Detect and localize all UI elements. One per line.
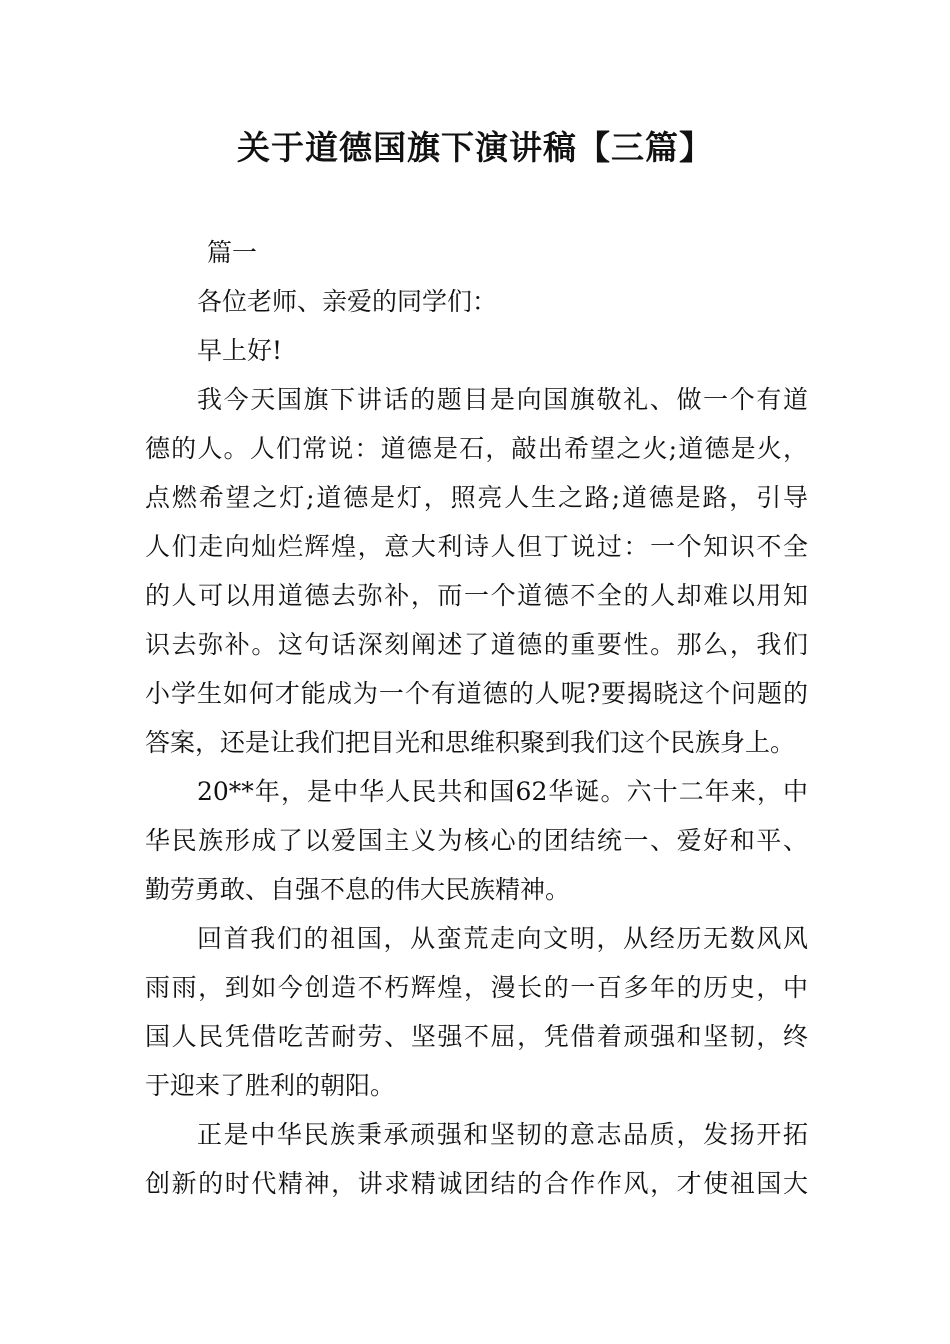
paragraph-line: 于迎来了胜利的朝阳。	[145, 1071, 396, 1100]
paragraph-line: 答案，还是让我们把目光和思维积聚到我们这个民族身上。	[145, 728, 796, 757]
paragraph-line: 德的人。人们常说：道德是石，敲出希望之火;道德是火，	[145, 434, 808, 463]
paragraph-line: 正是中华民族秉承顽强和坚韧的意志品质，发扬开拓	[197, 1120, 808, 1149]
paragraph-line: 的人可以用道德去弥补，而一个道德不全的人却难以用知	[145, 581, 808, 610]
paragraph-line: 回首我们的祖国，从蛮荒走向文明，从经历无数风风	[197, 924, 808, 953]
greeting-line: 各位老师、亲爱的同学们：	[197, 287, 498, 316]
paragraph-line: 勤劳勇敢、自强不息的伟大民族精神。	[145, 875, 571, 904]
paragraph-line: 小学生如何才能成为一个有道德的人呢?要揭晓这个问题的	[145, 679, 808, 708]
greeting-line: 早上好!	[197, 336, 283, 365]
paragraph-line: 我今天国旗下讲话的题目是向国旗敬礼、做一个有道	[197, 385, 808, 414]
paragraph-line: 创新的时代精神，讲求精诚团结的合作作风，才使祖国大	[145, 1169, 808, 1198]
paragraph-line: 人们走向灿烂辉煌，意大利诗人但丁说过：一个知识不全	[145, 532, 808, 561]
paragraph-line: 国人民凭借吃苦耐劳、坚强不屈，凭借着顽强和坚韧，终	[145, 1022, 808, 1051]
paragraph-line: 雨雨，到如今创造不朽辉煌，漫长的一百多年的历史，中	[145, 973, 808, 1002]
paragraph-line: 识去弥补。这句话深刻阐述了道德的重要性。那么，我们	[145, 630, 808, 659]
paragraph-line: 点燃希望之灯;道德是灯，照亮人生之路;道德是路，引导	[145, 483, 808, 512]
section-heading: 篇一	[207, 238, 258, 267]
document-title: 关于道德国旗下演讲稿【三篇】	[237, 128, 713, 167]
document-body	[145, 228, 808, 1208]
paragraph-line: 20**年，是中华人民共和国62华诞。六十二年来，中	[197, 777, 808, 806]
paragraph-line: 华民族形成了以爱国主义为核心的团结统一、爱好和平、	[145, 826, 808, 855]
